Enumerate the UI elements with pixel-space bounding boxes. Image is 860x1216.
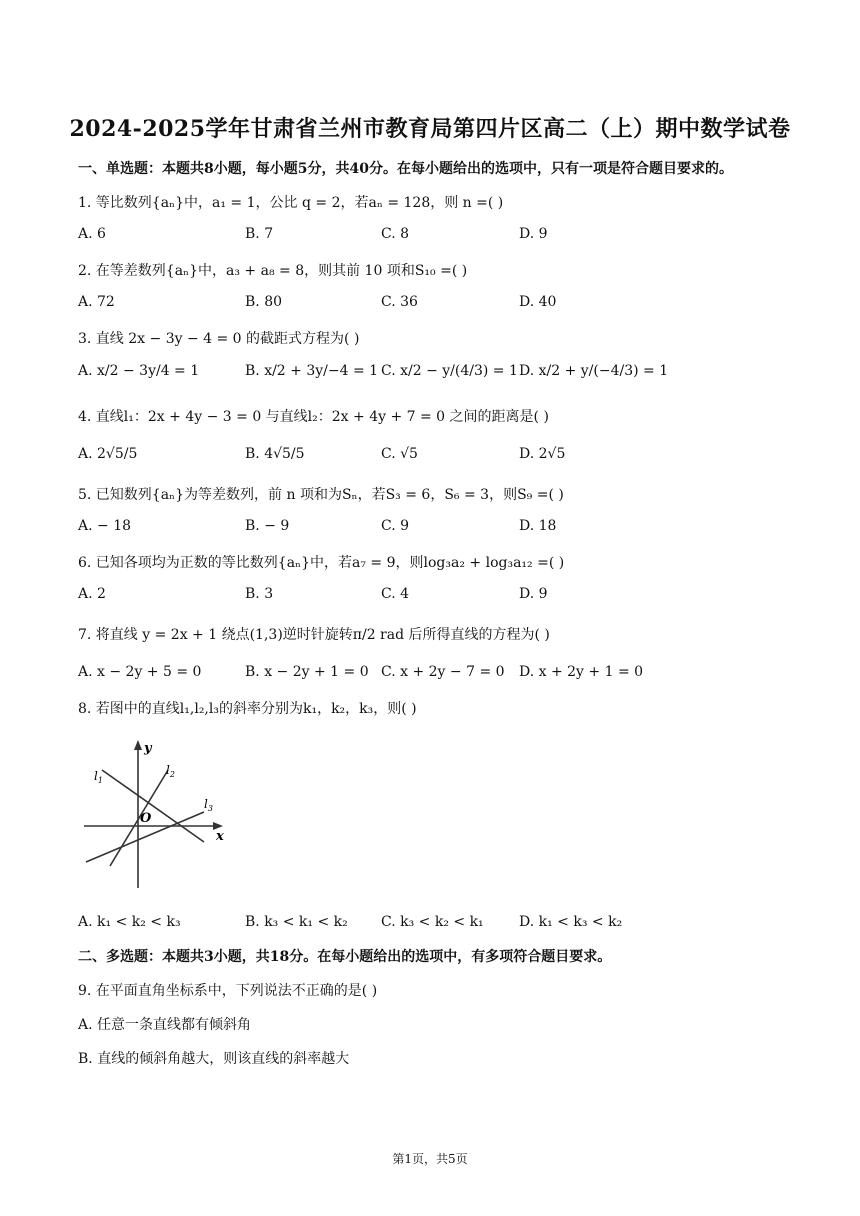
option-b: B. x − 2y + 1 = 0 <box>245 664 369 680</box>
section-heading-single-choice: 一、单选题：本题共8小题，每小题5分，共40分。在每小题给出的选项中，只有一项是符合题目要求的。 <box>78 161 733 177</box>
option-c: C. 8 <box>381 226 410 242</box>
question-1-stem: 1. 等比数列{aₙ}中，a₁ = 1，公比 q = 2，若aₙ = 128，则 n =( ) <box>78 195 504 211</box>
option-b: B. 4√5/5 <box>245 446 305 462</box>
page-title: 2024-2025学年甘肃省兰州市教育局第四片区高二（上）期中数学试卷 <box>69 116 791 142</box>
option-a: A. 2√5/5 <box>78 446 138 462</box>
option-d: D. 2√5 <box>519 446 566 462</box>
page-footer: 第1页，共5页 <box>392 1152 468 1166</box>
l2-label <box>166 763 175 779</box>
question-3-stem: 3. 直线 2x − 3y − 4 = 0 的截距式方程为( ) <box>78 331 360 347</box>
x-axis-label: x <box>216 829 224 844</box>
y-axis-label: y <box>144 741 152 756</box>
option-a: A. 6 <box>78 226 106 242</box>
option-d: D. k₁ < k₃ < k₂ <box>519 914 623 930</box>
question-4-options <box>78 446 778 468</box>
l3-index: 3 <box>207 804 213 813</box>
question-9-stem: 9. 在平面直角坐标系中，下列说法不正确的是( ) <box>78 983 378 999</box>
option-c: C. 4 <box>381 586 410 602</box>
question-2-stem: 2. 在等差数列{aₙ}中，a₃ + a₈ = 8，则其前 10 项和S₁₀ =( ) <box>78 263 468 279</box>
question-7-options <box>78 664 778 686</box>
option-d: D. 9 <box>519 226 548 242</box>
l2-index: 2 <box>169 770 175 779</box>
option-c: C. k₃ < k₂ < k₁ <box>381 914 484 930</box>
option-d: D. x + 2y + 1 = 0 <box>519 664 644 680</box>
question-2-options <box>78 294 778 316</box>
question-5-options <box>78 518 778 540</box>
question-1-options <box>78 226 778 248</box>
option-d: D. 18 <box>519 518 557 534</box>
option-c: C. 9 <box>381 518 410 534</box>
question-3-options <box>78 363 778 385</box>
line-l2 <box>110 770 168 866</box>
option-a: A. x − 2y + 5 = 0 <box>78 664 202 680</box>
question-9-option-b: B. 直线的倾斜角越大，则该直线的斜率越大 <box>78 1051 350 1067</box>
question-5-stem: 5. 已知数列{aₙ}为等差数列，前 n 项和为Sₙ，若S₃ = 6，S₆ = 3，则S₉ =( ) <box>78 487 564 503</box>
option-a: A. 72 <box>78 294 115 310</box>
question-4-stem: 4. 直线l₁：2x + 4y − 3 = 0 与直线l₂：2x + 4y + 7 = 0 之间的距离是( ) <box>78 409 549 425</box>
option-d: D. x/2 + y/(−4/3) = 1 <box>519 363 669 379</box>
option-b: B. k₃ < k₁ < k₂ <box>245 914 348 930</box>
question-8-stem: 8. 若图中的直线l₁,l₂,l₃的斜率分别为k₁，k₂，k₃，则( ) <box>78 701 417 717</box>
option-c: C. √5 <box>381 446 418 462</box>
question-6-options <box>78 586 778 608</box>
line-l1 <box>102 770 204 842</box>
l1-index: 1 <box>97 776 103 785</box>
option-d: D. 9 <box>519 586 548 602</box>
l2-letter: l <box>166 763 170 777</box>
question-9-option-a: A. 任意一条直线都有倾斜角 <box>78 1017 252 1033</box>
option-a: A. k₁ < k₂ < k₃ <box>78 914 181 930</box>
option-a: A. − 18 <box>78 518 132 534</box>
option-b: B. − 9 <box>245 518 290 534</box>
origin-label: O <box>140 811 152 826</box>
l1-label <box>94 769 103 785</box>
question-8-options <box>78 914 778 936</box>
y-axis-arrow <box>134 740 142 750</box>
question-7-stem: 7. 将直线 y = 2x + 1 绕点(1,3)逆时针旋转π/2 rad 后所得直线的方程为( ) <box>78 627 550 643</box>
slope-lines-figure <box>80 736 230 892</box>
option-b: B. 80 <box>245 294 283 310</box>
section-heading-multiple-choice: 二、多选题：本题共3小题，共18分。在每小题给出的选项中，有多项符合题目要求。 <box>78 949 612 965</box>
l3-label <box>204 797 213 813</box>
option-b: B. x/2 + 3y/−4 = 1 <box>245 363 379 379</box>
l3-letter: l <box>204 797 208 811</box>
option-a: A. x/2 − 3y/4 = 1 <box>78 363 200 379</box>
option-c: C. x/2 − y/(4/3) = 1 <box>381 363 518 379</box>
option-d: D. 40 <box>519 294 557 310</box>
option-a: A. 2 <box>78 586 106 602</box>
option-c: C. 36 <box>381 294 418 310</box>
option-c: C. x + 2y − 7 = 0 <box>381 664 505 680</box>
option-b: B. 3 <box>245 586 274 602</box>
l1-letter: l <box>94 769 98 783</box>
question-6-stem: 6. 已知各项均为正数的等比数列{aₙ}中，若a₇ = 9，则log₃a₂ + log₃a₁₂ =( ) <box>78 555 565 571</box>
option-b: B. 7 <box>245 226 274 242</box>
